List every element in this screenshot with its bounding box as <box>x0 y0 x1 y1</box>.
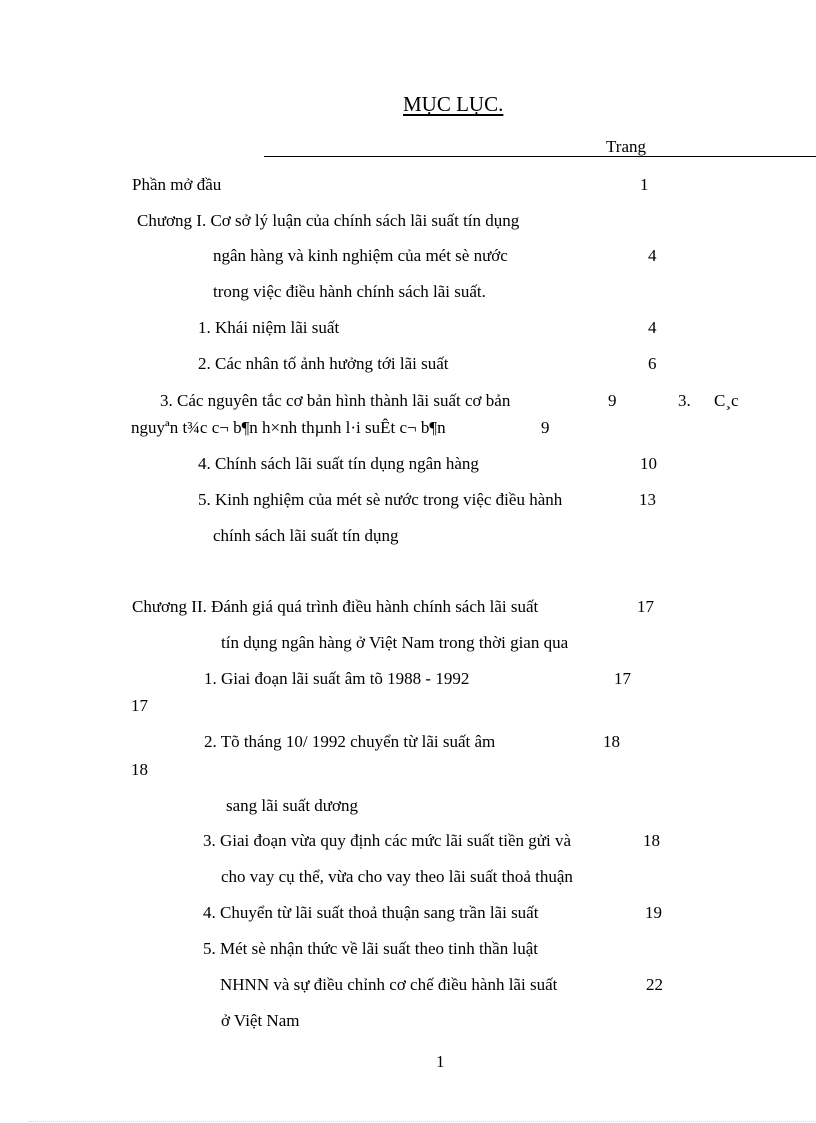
header-rule <box>264 156 816 157</box>
toc-ch2-item1-page: 17 <box>614 669 631 688</box>
toc-chapter2-line1: Chương II. Đánh giá quá trình điều hành chính sách lãi suất <box>132 597 539 616</box>
page-bottom-edge <box>28 1121 816 1122</box>
toc-ch1-item3-dup-text-a: C¸c <box>714 391 739 410</box>
toc-ch2-item4-text: 4. Chuyển từ lãi suất thoả thuận sang trần lãi suất <box>203 903 539 922</box>
toc-ch2-item2-line2: sang lãi suất dương <box>226 796 358 815</box>
toc-ch2-item3-line2: cho vay cụ thể, vừa cho vay theo lãi suất thoả thuận <box>221 867 573 886</box>
page-column-header: Trang <box>606 137 646 156</box>
toc-ch1-item5-page: 13 <box>639 490 656 509</box>
toc-ch2-item1-stray-page: 17 <box>131 696 148 715</box>
toc-ch1-item2-text: 2. Các nhân tố ảnh hưởng tới lãi suất <box>198 354 449 373</box>
toc-intro-text: Phần mở đầu <box>132 175 222 194</box>
toc-ch2-item2-text: 2. Tõ tháng 10/ 1992 chuyển từ lãi suất âm <box>204 732 496 751</box>
toc-ch1-item5-line2: chính sách lãi suất tín dụng <box>213 526 399 545</box>
toc-ch1-item4-text: 4. Chính sách lãi suất tín dụng ngân hàng <box>198 454 479 473</box>
toc-ch2-item2-stray-page: 18 <box>131 760 148 779</box>
page-title: MỤC LỤC. <box>403 92 504 116</box>
toc-ch2-item2-page: 18 <box>603 732 620 751</box>
toc-ch1-item1-page: 4 <box>648 318 657 337</box>
toc-chapter1-line1: Chương I. Cơ sở lý luận của chính sách lãi suất tín dụng <box>137 211 520 230</box>
toc-ch1-item1-text: 1. Khái niệm lãi suất <box>198 318 340 337</box>
toc-ch1-item5-line1: 5. Kinh nghiệm của mét sè nước trong việc điều hành <box>198 490 563 509</box>
toc-ch1-item3-dup-page: 9 <box>541 418 550 437</box>
toc-ch1-item3-dup-text-b: nguyªn t¾c c¬ b¶n h×nh thµnh l·i suÊt c¬ b¶n <box>131 418 446 437</box>
toc-chapter1-line2: ngân hàng và kinh nghiệm của mét sè nước <box>213 246 508 265</box>
toc-ch2-item5-line1: 5. Mét sè nhận thức về lãi suất theo tinh thần luật <box>203 939 538 958</box>
toc-ch2-item5-page: 22 <box>646 975 663 994</box>
toc-ch1-item4-page: 10 <box>640 454 657 473</box>
toc-ch2-item1-text: 1. Giai đoạn lãi suất âm tõ 1988 - 1992 <box>204 669 470 688</box>
toc-ch1-item3-dup-number: 3. <box>678 391 691 410</box>
toc-ch2-item5-line2: NHNN và sự điều chỉnh cơ chế điều hành lãi suất <box>220 975 558 994</box>
toc-ch2-item3-page: 18 <box>643 831 660 850</box>
page-number: 1 <box>436 1052 445 1071</box>
toc-ch1-item3-page: 9 <box>608 391 617 410</box>
toc-intro-page: 1 <box>640 175 649 194</box>
toc-chapter2-line2: tín dụng ngân hàng ở Việt Nam trong thời gian qua <box>221 633 569 652</box>
toc-ch2-item5-line3: ở Việt Nam <box>221 1011 300 1030</box>
toc-ch1-item2-page: 6 <box>648 354 657 373</box>
toc-chapter2-page: 17 <box>637 597 654 616</box>
toc-chapter1-page: 4 <box>648 246 657 265</box>
toc-ch2-item4-page: 19 <box>645 903 662 922</box>
toc-chapter1-line3: trong việc điều hành chính sách lãi suất. <box>213 282 486 301</box>
toc-ch1-item3-text: 3. Các nguyên tắc cơ bản hình thành lãi suất cơ bản <box>160 391 511 410</box>
toc-ch2-item3-line1: 3. Giai đoạn vừa quy định các mức lãi suất tiền gửi và <box>203 831 572 850</box>
